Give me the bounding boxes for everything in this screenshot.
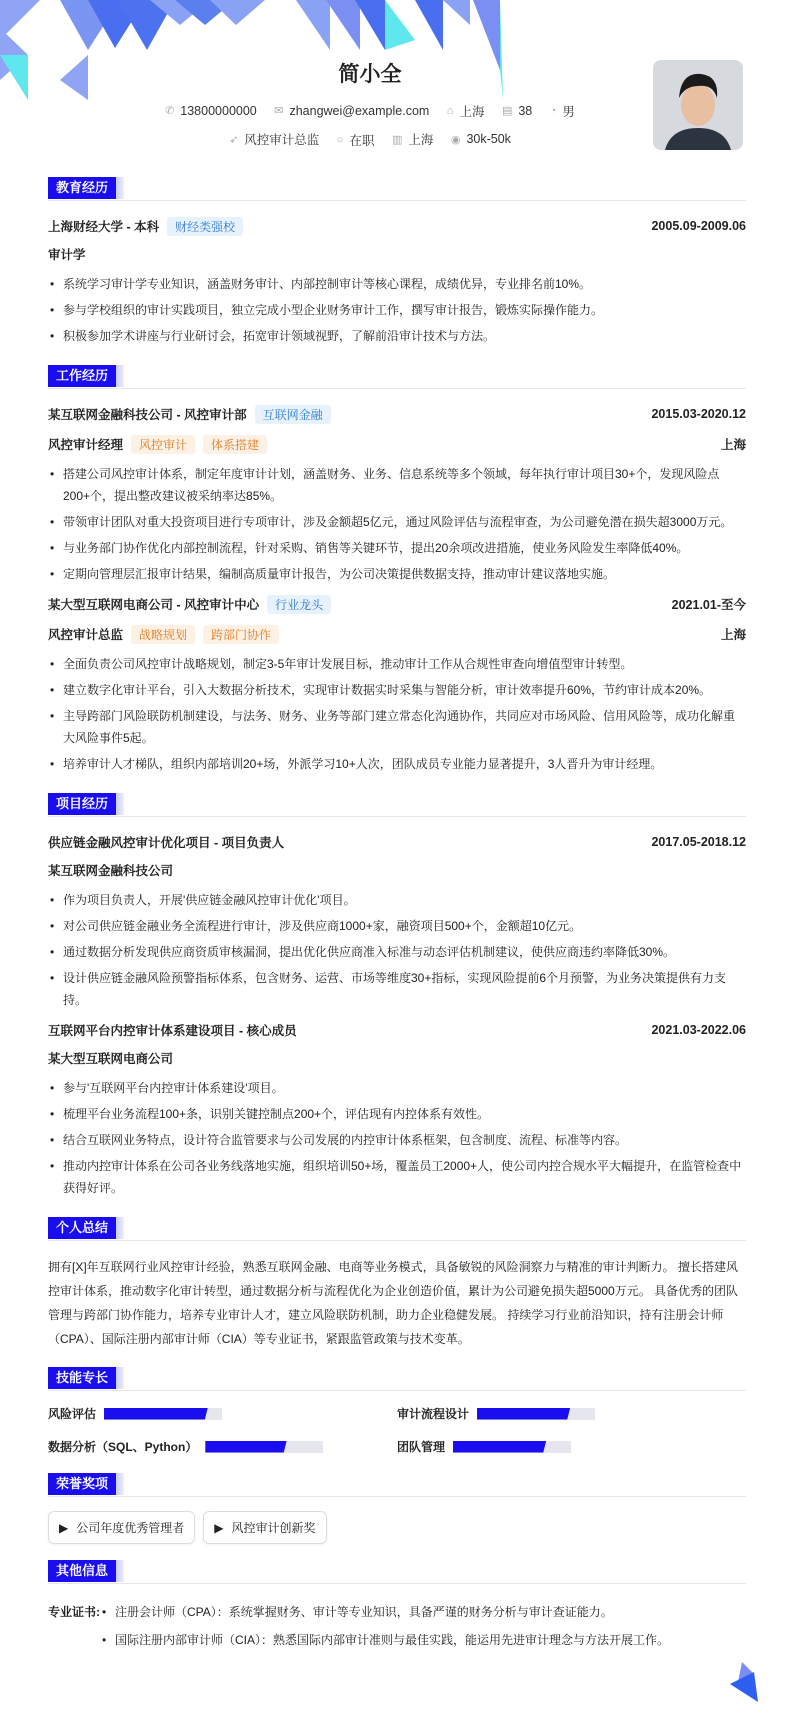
skill-item — [48, 1438, 397, 1455]
list-item: • 搭建公司风控审计体系，制定年度审计计划，涵盖财务、业务、信息系统等多个领域，每年执行审计项目30+个，发现风险点200+个，提出整改建议被采纳率达85%。 — [48, 463, 746, 507]
phone: 13800000000 — [180, 103, 257, 118]
list-item: • 与业务部门协作优化内部控制流程，针对采购、销售等关键环节，提出20余项改进措施，使业务风险发生率降低40%。 — [48, 537, 746, 559]
award-item: ▶ 公司年度优秀管理者 — [48, 1511, 195, 1544]
role-tag: 风控审计 — [131, 435, 195, 454]
avatar — [653, 60, 743, 150]
skill-item — [397, 1405, 746, 1422]
job-intent-row — [0, 130, 740, 149]
skills-grid — [48, 1405, 746, 1455]
age: 38 — [518, 103, 533, 118]
date: 2021.01-至今 — [671, 598, 746, 612]
list-item: • 全面负责公司风控审计战略规划，制定3-5年审计发展目标，推动审计工作从合规性审查向增值型审计转型。 — [48, 653, 746, 675]
send-icon: ➶ — [229, 133, 239, 146]
salary-icon: ◉ — [450, 133, 461, 146]
status: 在职 — [349, 133, 375, 148]
gender-icon: ◔ — [549, 105, 557, 117]
list-item: • 国际注册内部审计师（CIA）：熟悉国际内部审计准则与最佳实践，能运用先进审计理念与方法开展工作。 — [100, 1626, 669, 1654]
section-skills: 技能专长 — [48, 1367, 746, 1391]
resume-header — [0, 0, 794, 165]
skill-name: 风险评估 — [48, 1407, 97, 1421]
section-projects: 项目经历 — [48, 793, 746, 817]
corner-logo-icon — [728, 1662, 764, 1702]
skill-bar-fill — [205, 1441, 286, 1453]
skill-name: 团队管理 — [397, 1440, 446, 1454]
list-item: • 结合互联网业务特点，设计符合监管要求与公司发展的内控审计体系框架，包含制度、流程、标准等内容。 — [48, 1129, 746, 1151]
award-item: ▶ 风控审计创新奖 — [203, 1511, 326, 1544]
summary-text: 拥有[X]年互联网行业风控审计经验，熟悉互联网金融、电商等业务模式，具备敏锐的风险洞察力与精准的审计判断力。 擅长搭建风控审计体系，推动数字化审计转型，通过数据分析与流程优化为企业创造价值，累计为公司避免损失超5000万元。 具备优秀的团队管理与跨部门协作能力，培养专业审计人才，建立风险联防机制，助力企业稳健发展。 持续学习行业前沿知识，持有注册会计师（CPA）、国际注册内部审计师（CIA）等专业证书，紧跟监管政策与技术变革。 — [48, 1260, 739, 1346]
list-item: • 推动内控审计体系在公司各业务线落地实施，组织培训50+场，覆盖员工2000+人，使公司内控合规水平大幅提升，在监管检查中获得好评。 — [48, 1155, 746, 1199]
company: 某大型互联网电商公司 - 风控审计中心 — [48, 598, 260, 612]
section-education: 教育经历 — [48, 177, 746, 201]
awards-list — [48, 1511, 746, 1544]
list-item: • 积极参加学术讲座与行业研讨会，拓宽审计领域视野，了解前沿审计技术与方法。 — [48, 325, 746, 347]
list-item: • 设计供应链金融风险预警指标体系，包含财务、运营、市场等维度30+指标，实现风险提前6个月预警，为业务决策提供有力支持。 — [48, 967, 746, 1011]
city: 上海 — [408, 133, 434, 147]
contact-row — [0, 102, 740, 120]
certificates-label: 专业证书: — [48, 1605, 100, 1619]
email-icon: ✉ — [274, 105, 284, 117]
position: 风控审计总监 — [244, 133, 320, 147]
skill-bar-fill — [477, 1408, 570, 1420]
work-city: 上海 — [720, 438, 746, 452]
age-icon: ▤ — [501, 105, 513, 117]
skill-bar — [205, 1441, 323, 1453]
project-name: 互联网平台内控审计体系建设项目 - 核心成员 — [48, 1024, 297, 1038]
play-icon: ▶ — [59, 1520, 69, 1535]
skill-name: 数据分析（SQL、Python） — [48, 1440, 198, 1454]
skill-bar — [104, 1408, 222, 1420]
skill-item — [48, 1405, 397, 1422]
company-tag: 行业龙头 — [267, 595, 331, 614]
work-city: 上海 — [720, 628, 746, 642]
skill-bar-fill — [453, 1441, 546, 1453]
gender: 男 — [562, 105, 575, 119]
list-item: • 培养审计人才梯队，组织内部培训20+场，外派学习10+人次，团队成员专业能力显著提升，3人晋升为审计经理。 — [48, 753, 746, 775]
role-tag: 体系搭建 — [203, 435, 267, 454]
skill-name: 审计流程设计 — [397, 1407, 470, 1421]
project-company: 某互联网金融科技公司 — [48, 864, 174, 878]
date: 2015.03-2020.12 — [651, 407, 746, 421]
role-tag: 跨部门协作 — [203, 625, 279, 644]
section-other: 其他信息 — [48, 1560, 746, 1584]
section-awards: 荣誉奖项 — [48, 1473, 746, 1497]
phone-icon: ✆ — [165, 105, 175, 117]
list-item: • 注册会计师（CPA）：系统掌握财务、审计等专业知识，具备严谨的财务分析与审计查证能力。 — [100, 1598, 669, 1626]
company: 某互联网金融科技公司 - 风控审计部 — [48, 408, 247, 422]
date: 2017.05-2018.12 — [651, 835, 746, 849]
role: 风控审计总监 — [48, 628, 124, 642]
list-item: • 对公司供应链金融业务全流程进行审计，涉及供应商1000+家，融资项目500+个，金额超10亿元。 — [48, 915, 746, 937]
list-item: • 梳理平台业务流程100+条，识别关键控制点200+个，评估现有内控体系有效性。 — [48, 1103, 746, 1125]
list-item: • 带领审计团队对重大投资项目进行专项审计，涉及金额超5亿元，通过风险评估与流程审查，为公司避免潜在损失超3000万元。 — [48, 511, 746, 533]
location: 上海 — [459, 105, 485, 119]
status-icon: ○ — [336, 133, 344, 146]
company-tag: 互联网金融 — [255, 405, 331, 424]
project-name: 供应链金融风控审计优化项目 - 项目负责人 — [48, 836, 285, 850]
email: zhangwei@example.com — [289, 103, 430, 118]
candidate-name: 简小全 — [338, 63, 402, 86]
section-work: 工作经历 — [48, 365, 746, 389]
skill-bar — [453, 1441, 571, 1453]
home-icon: ⌂ — [446, 105, 454, 117]
list-item: • 定期向管理层汇报审计结果，编制高质量审计报告，为公司决策提供数据支持，推动审计建议落地实施。 — [48, 563, 746, 585]
salary: 30k-50k — [466, 132, 511, 146]
skill-bar — [477, 1408, 595, 1420]
school: 上海财经大学 - 本科 — [48, 220, 160, 234]
list-item: • 主导跨部门风险联防机制建设，与法务、财务、业务等部门建立常态化沟通协作，共同应对市场风险、信用风险等，成功化解重大风险事件5起。 — [48, 705, 746, 749]
list-item: • 系统学习审计学专业知识，涵盖财务审计、内部控制审计等核心课程，成绩优异，专业排名前10%。 — [48, 273, 746, 295]
list-item: • 建立数字化审计平台，引入大数据分析技术，实现审计数据实时采集与智能分析，审计效率提升60%，节约审计成本20%。 — [48, 679, 746, 701]
school-tag: 财经类强校 — [167, 217, 243, 236]
certificates — [48, 1598, 746, 1654]
date: 2005.09-2009.06 — [651, 219, 746, 233]
list-item: • 参与'互联网平台内控审计体系建设'项目。 — [48, 1077, 746, 1099]
date: 2021.03-2022.06 — [651, 1023, 746, 1037]
role-tag: 战略规划 — [131, 625, 195, 644]
list-item: • 参与学校组织的审计实践项目，独立完成小型企业财务审计工作，撰写审计报告，锻炼实际操作能力。 — [48, 299, 746, 321]
list-item: • 通过数据分析发现供应商资质审核漏洞，提出优化供应商准入标准与动态评估机制建议，使供应商违约率降低30%。 — [48, 941, 746, 963]
building-icon: ▥ — [391, 133, 403, 146]
play-icon: ▶ — [214, 1520, 224, 1535]
project-company: 某大型互联网电商公司 — [48, 1052, 174, 1066]
list-item: • 作为项目负责人，开展'供应链金融风控审计优化'项目。 — [48, 889, 746, 911]
section-summary: 个人总结 — [48, 1217, 746, 1241]
skill-item — [397, 1438, 746, 1455]
role: 风控审计经理 — [48, 438, 124, 452]
major: 审计学 — [48, 248, 86, 262]
skill-bar-fill — [104, 1408, 208, 1420]
